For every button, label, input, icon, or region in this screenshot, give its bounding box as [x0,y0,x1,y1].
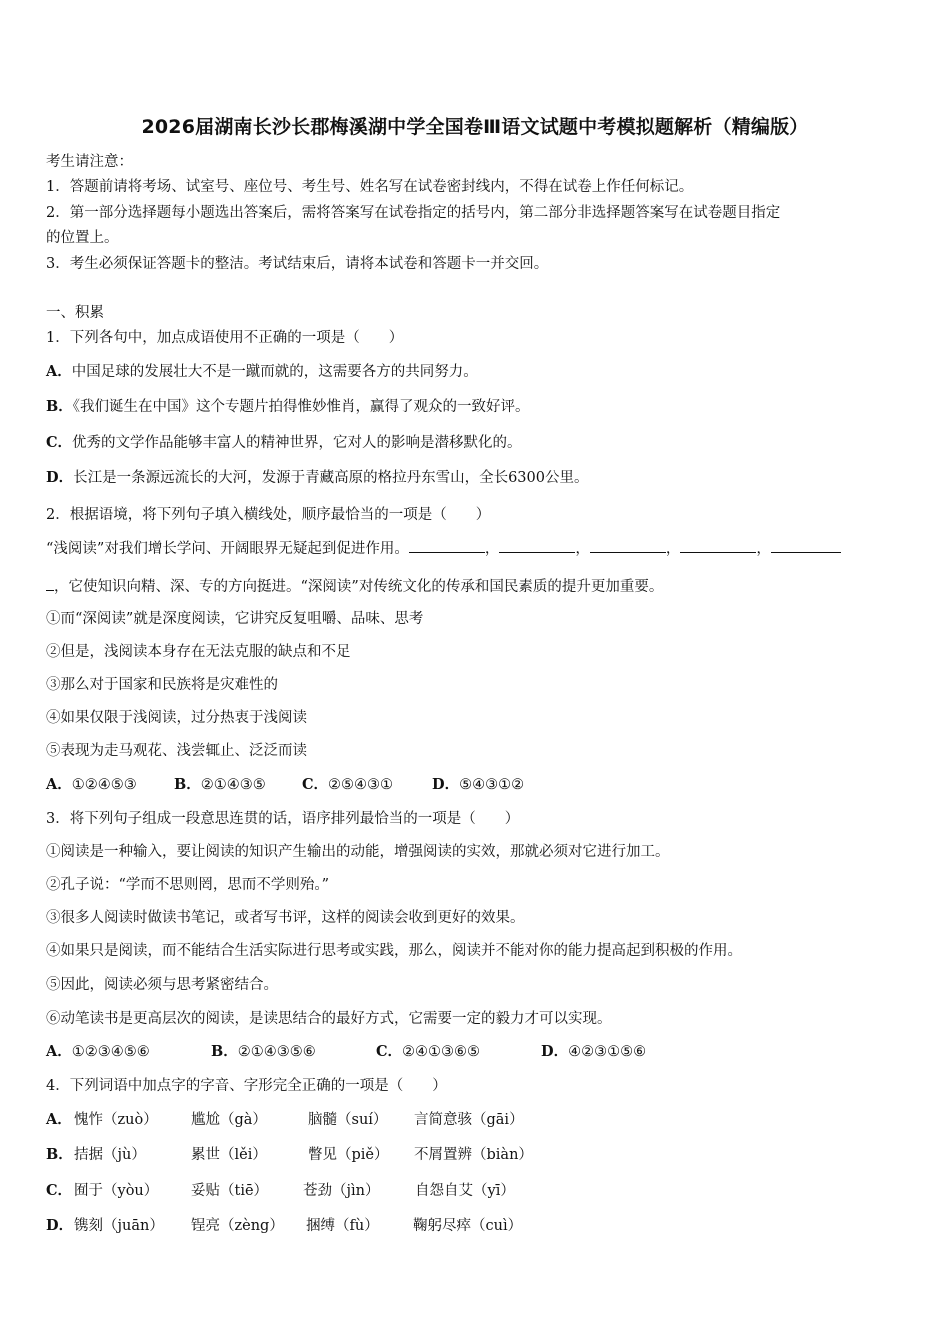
question-3-options: A．①②③④⑤⑥ B．②①④③⑤⑥ C．②④①③⑥⑤ D．④②③①⑤⑥ [46,1043,647,1060]
question-2-sentence: ③那么对于国家和民族将是灾难性的 [46,677,278,693]
question-1-option-a: A．中国足球的发展壮大不是一蹴而就的，这需要各方的共同努力。 [46,363,478,380]
question-3-sentence: ②孔子说：“学而不思则罔，思而不学则殆。” [46,877,330,893]
question-3-sentence: ⑤因此，阅读必须与思考紧密结合。 [46,977,278,993]
question-3-sentence: ⑥动笔读书是更高层次的阅读，是读思结合的最好方式，它需要一定的毅力才可以实现。 [46,1011,612,1027]
notice-item: 的位置上。 [46,230,119,246]
question-2-sentence: ⑤表现为走马观花、浅尝辄止、泛泛而读 [46,743,307,759]
notice-item: 2．第一部分选择题每小题选出答案后，需将答案写在试卷指定的括号内，第二部分非选择题答案写在试卷题目指定 [46,205,781,221]
question-1-option-c: C．优秀的文学作品能够丰富人的精神世界，它对人的影响是潜移默化的。 [46,434,522,451]
question-1-option-b: B．《我们诞生在中国》这个专题片拍得惟妙惟肖，赢得了观众的一致好评。 [46,398,530,415]
answer-blank [409,538,485,553]
notice-heading: 考生请注意： [46,154,133,170]
answer-blank [771,538,841,553]
question-4-option-b: B．拮据（jù） 累世（lěi） 瞥见（piě） 不屑置辨（biàn） [46,1146,533,1163]
question-4-option-d: D．镌刻（juān） 锃亮（zèng） 捆缚（fù） 鞠躬尽瘁（cuì） [46,1217,523,1234]
question-4-stem: 4．下列词语中加点字的字音、字形完全正确的一项是（ ） [46,1078,447,1094]
question-1-stem: 1．下列各句中，加点成语使用不正确的一项是（ ） [46,330,404,346]
question-2-passage-line-1: “浅阅读”对我们增长学问、开阔眼界无疑起到促进作用。 ， ， ， ， [46,538,841,559]
section-heading: 一、积累 [46,305,104,321]
question-4-option-a: A． 愧怍（zuò） 尴尬（gà） 脑髓（suí） 言简意骇（gāi） [46,1111,524,1128]
question-3-stem: 3．将下列句子组成一段意思连贯的话，语序排列最恰当的一项是（ ） [46,811,520,827]
page-title: 2026届湖南长沙长郡梅溪湖中学全国卷Ⅲ语文试题中考模拟题解析（精编版） [141,116,809,138]
question-2-sentence: ④如果仅限于浅阅读，过分热衷于浅阅读 [46,710,307,726]
question-2-sentence: ②但是，浅阅读本身存在无法克服的缺点和不足 [46,644,351,660]
notice-item: 3．考生必须保证答题卡的整洁。考试结束后，请将本试卷和答题卡一并交回。 [46,256,549,272]
question-3-sentence: ①阅读是一种输入，要让阅读的知识产生输出的动能，增强阅读的实效，那就必须对它进行加工。 [46,844,670,860]
answer-blank [590,538,666,553]
question-2-options: A．①②④⑤③ B．②①④③⑤ C．②⑤④③① D．⑤④③①② [46,776,525,793]
question-4-option-c: C． 囿于（yòu） 妥贴（tiē） 苍劲（jìn） 自怨自艾（yī） [46,1182,515,1199]
answer-blank [680,538,756,553]
question-2-sentence: ①而“深阅读”就是深度阅读，它讲究反复咀嚼、品味、思考 [46,611,424,627]
question-3-sentence: ③很多人阅读时做读书笔记，或者写书评，这样的阅读会收到更好的效果。 [46,910,525,926]
answer-blank [499,538,575,553]
answer-blank [46,576,54,591]
question-2-passage-line-2: ，它使知识向精、深、专的方向挺进。“深阅读”对传统文化的传承和国民素质的提升更加重要。 [46,576,663,597]
question-2-stem: 2．根据语境，将下列句子填入横线处，顺序最恰当的一项是（ ） [46,507,491,523]
question-1-option-d: D．长江是一条源远流长的大河，发源于青藏高原的格拉丹东雪山，全长6300公里。 [46,469,589,486]
question-3-sentence: ④如果只是阅读，而不能结合生活实际进行思考或实践，那么，阅读并不能对你的能力提高起到积极的作用。 [46,943,742,959]
notice-item: 1．答题前请将考场、试室号、座位号、考生号、姓名写在试卷密封线内，不得在试卷上作任何标记。 [46,179,694,195]
